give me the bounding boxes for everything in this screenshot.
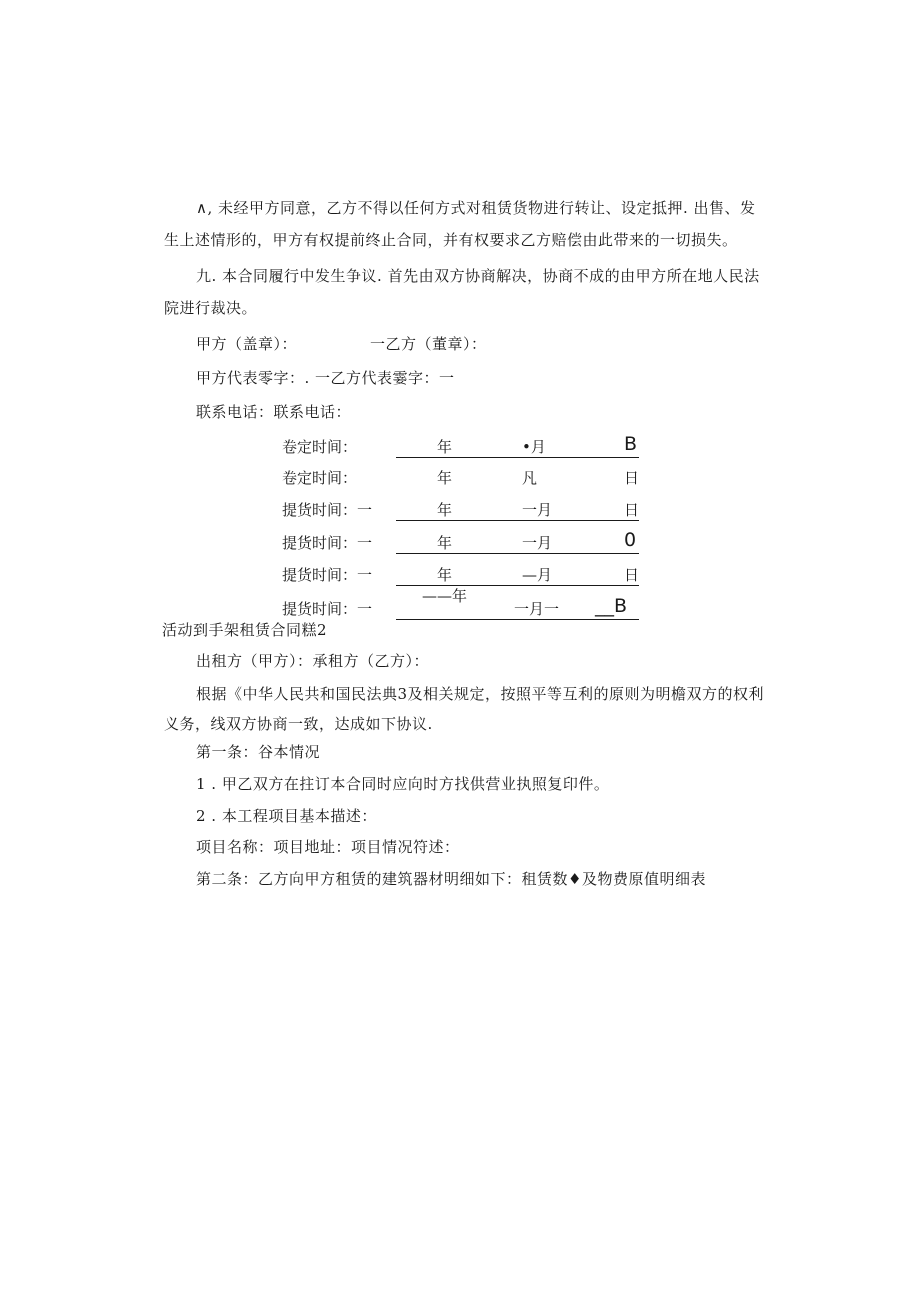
date-row — [282, 562, 642, 586]
party-a-seal: 甲方（盖章）： — [196, 335, 298, 353]
clause-8-line-1: ∧, 未经甲方同意，乙方不得以任何方式对租赁货物进行转让、设定抵押. 出售、发 — [196, 199, 756, 217]
date-day: B — [624, 433, 638, 455]
legal-basis-line-2: 义务，线双方协商一致，达成如下协议. — [164, 715, 433, 733]
date-year: 年 — [437, 566, 453, 584]
date-row — [282, 465, 642, 489]
date-row — [282, 587, 642, 620]
lessor-lessee: 出租方（甲方）：承租方（乙方）： — [196, 652, 430, 670]
date-month: 一月 — [522, 501, 553, 519]
underline — [396, 520, 639, 521]
clause-8-line-2: 生上述情形的，甲方有权提前终止合同，并有权要求乙方赔偿由此带来的一切损失。 — [164, 231, 738, 249]
date-year: 年 — [437, 438, 453, 456]
date-row-label: 卷定时间： — [282, 438, 358, 456]
contact-phones: 联系电话：联系电话： — [196, 403, 352, 421]
underline — [396, 553, 639, 554]
date-day: 日 — [624, 566, 640, 584]
representatives: 甲方代表零字：. 一乙方代表霎字：一 — [196, 369, 455, 387]
date-day: 日 — [624, 469, 640, 487]
party-b-seal: 一乙方（董章）： — [370, 335, 487, 353]
article-1-item-2: 2 . 本工程项目基本描述： — [196, 807, 377, 825]
date-day: __B — [595, 595, 628, 617]
article-1-heading: 第一条：谷本情况 — [196, 743, 321, 761]
article-1-item-1: 1 . 甲乙双方在拄订本合同时应向时方找供营业执照复印件。 — [196, 775, 610, 793]
date-month: 一月一 — [514, 600, 560, 618]
date-row — [282, 530, 642, 554]
project-info: 项目名称：项目地址：项目情况符述： — [196, 838, 460, 856]
date-row-label: 提货时间：一 — [282, 566, 373, 584]
underline — [396, 619, 639, 620]
date-row — [282, 497, 642, 521]
clause-9-line-2: 院进行裁决。 — [164, 299, 258, 317]
date-day: 日 — [624, 501, 640, 519]
date-year: 年 — [437, 501, 453, 519]
date-month: —月 — [522, 566, 553, 584]
date-row-label: 提货时间：一 — [282, 501, 373, 519]
date-year: 年 — [437, 534, 453, 552]
date-row-label: 卷定时间： — [282, 469, 358, 487]
date-year: 年 — [437, 469, 453, 487]
date-month: 一月 — [522, 534, 553, 552]
legal-basis-line-1: 根据《中华人民共和国民法典3及相关规定，按照平等互利的原则为明檐双方的权利 — [196, 685, 765, 703]
date-year: ——年 — [422, 587, 468, 605]
date-row-label: 提货时间：一 — [282, 600, 373, 618]
date-row — [282, 434, 642, 458]
article-2-heading: 第二条：乙方向甲方租赁的建筑器材明细如下：租赁数♦及物费原值明细表 — [196, 870, 706, 888]
clause-9-line-1: 九. 本合同履行中发生争议. 首先由双方协商解决，协商不成的由甲方所在地人民法 — [196, 267, 760, 285]
underline — [396, 457, 639, 458]
date-day: 0 — [624, 529, 637, 551]
date-month: •月 — [522, 438, 546, 456]
contract-2-title: 活动到手架租赁合同糕2 — [162, 621, 328, 639]
date-row-label: 提货时间：一 — [282, 534, 373, 552]
date-month: 凡 — [522, 469, 538, 487]
